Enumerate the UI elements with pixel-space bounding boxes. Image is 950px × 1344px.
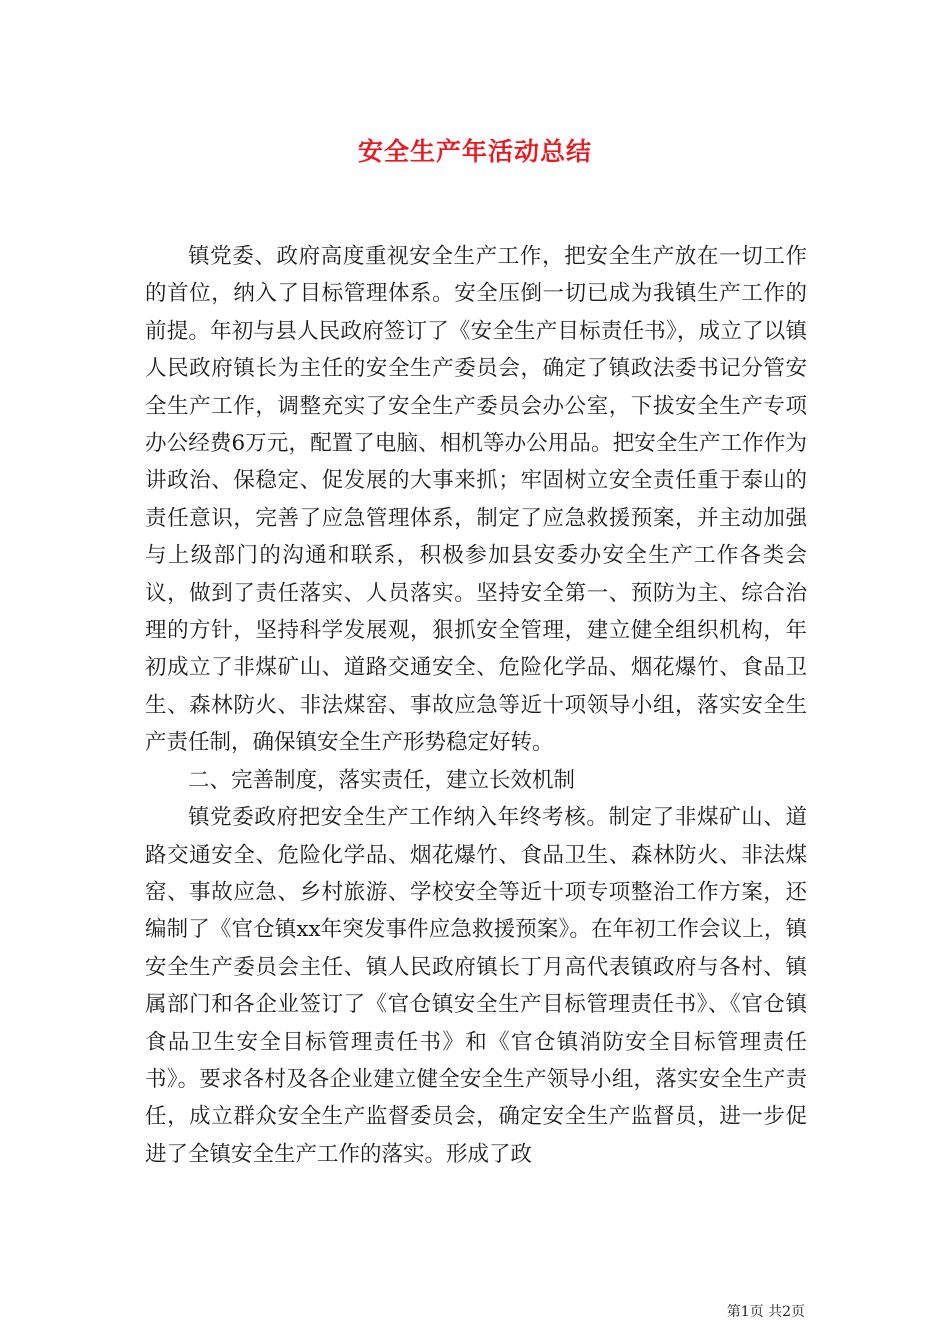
section-heading: 二、完善制度，落实责任，建立长效机制 bbox=[188, 767, 576, 793]
paragraph-section-2: 镇党委政府把安全生产工作纳入年终考核。制定了非煤矿山、道路交通安全、危险化学品、烟花爆竹、食品卫生、森林防火、非法煤窑、事故应急、乡村旅游、学校安全等近十项专项整治工作方案，还编制了《官仓镇xx年突发事件应急救援预案》。在年初工作会议上，镇安全生产委员会主任、镇人民政府镇长丁月高代表镇政府与各村、镇属部门和各企业签订了《官仓镇安全生产目标管理责任书》、《官仓镇食品卫生安全目标管理责任书》和《官仓镇消防安全目标管理责任书》。要求各村及各企业建立健全安全生产领导小组，落实安全生产责任，成立群众安全生产监督委员会，确定安全生产监督员，进一步促进了全镇安全生产工作的落实。形成了政 bbox=[145, 805, 807, 1167]
page-number: 第1页 共2页 bbox=[726, 1304, 805, 1320]
paragraph-intro: 镇党委、政府高度重视安全生产工作，把安全生产放在一切工作的首位，纳入了目标管理体系。安全压倒一切已成为我镇生产工作的前提。年初与县人民政府签订了《安全生产目标责任书》，成立了以镇人民政府镇长为主任的安全生产委员会，确定了镇政法委书记分管安全生产工作，调整充实了安全生产委员会办公室，下拔安全生产专项办公经费6万元，配置了电脑、相机等办公用品。把安全生产工作作为讲政治、保稳定、促发展的大事来抓；牢固树立安全责任重于泰山的责任意识，完善了应急管理体系，制定了应急救援预案，并主动加强与上级部门的沟通和联系，积极参加县安委办安全生产工作各类会议，做到了责任落实、人员落实。坚持安全第一、预防为主、综合治理的方针，坚持科学发展观，狠抓安全管理，建立健全组织机构，年初成立了非煤矿山、道路交通安全、危险化学品、烟花爆竹、食品卫生、森林防火、非法煤窑、事故应急等近十项领导小组，落实安全生产责任制，确保镇安全生产形势稳定好转。 bbox=[145, 244, 807, 756]
document-title: 安全生产年活动总结 bbox=[357, 137, 592, 166]
document-body bbox=[145, 238, 807, 1173]
